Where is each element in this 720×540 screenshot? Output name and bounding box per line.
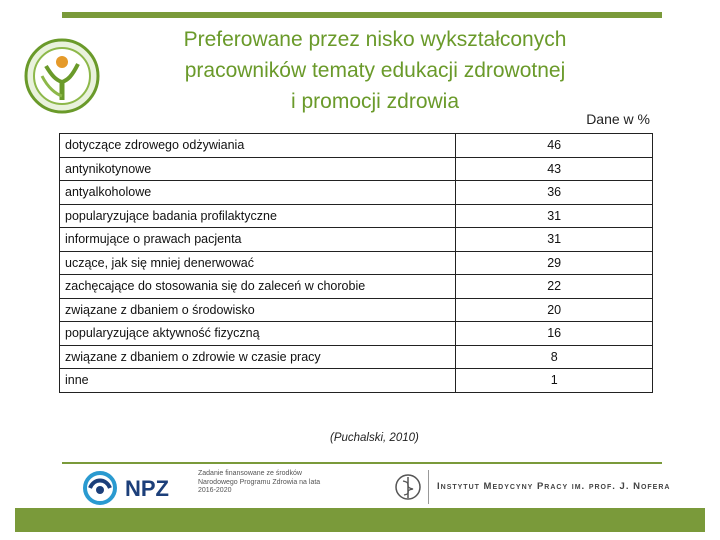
npz-label: NPZ	[125, 476, 169, 501]
table-row	[60, 345, 653, 369]
table-row	[60, 322, 653, 346]
row-value: 46	[456, 134, 653, 158]
title-line-3: i promocji zdrowia	[290, 90, 460, 113]
row-value: 16	[456, 322, 653, 346]
row-label: zachęcające do stosowania się do zaleceń w chorobie	[60, 275, 456, 299]
title-line-1: Preferowane przez nisko wykształconych	[183, 28, 567, 51]
footer-divider	[62, 462, 662, 464]
row-label: uczące, jak się mniej denerwować	[60, 251, 456, 275]
row-label: dotyczące zdrowego odżywiania	[60, 134, 456, 158]
row-value: 1	[456, 369, 653, 393]
row-label: związane z dbaniem o zdrowie w czasie pracy	[60, 345, 456, 369]
row-label: inne	[60, 369, 456, 393]
table-row	[60, 369, 653, 393]
row-label: antynikotynowe	[60, 157, 456, 181]
table-row	[60, 134, 653, 158]
row-value: 22	[456, 275, 653, 299]
row-label: popularyzujące badania profilaktyczne	[60, 204, 456, 228]
top-accent-bar	[62, 12, 662, 18]
row-value: 8	[456, 345, 653, 369]
row-value: 20	[456, 298, 653, 322]
unit-label: Dane w %	[586, 111, 650, 127]
funding-text: Zadanie finansowane ze środków Narodowego Programu Zdrowia na lata 2016-2020	[198, 470, 321, 494]
medical-emblem-icon	[395, 471, 421, 503]
row-value: 31	[456, 204, 653, 228]
topics-table	[59, 133, 653, 393]
table-row	[60, 204, 653, 228]
page-title	[105, 24, 645, 117]
table-row	[60, 251, 653, 275]
table-row	[60, 181, 653, 205]
row-label: informujące o prawach pacjenta	[60, 228, 456, 252]
institute-name: Instytut Medycyny Pracy im. prof. J. Nofera	[437, 481, 671, 492]
table-row	[60, 298, 653, 322]
row-label: związane z dbaniem o środowisko	[60, 298, 456, 322]
bottom-accent-bar	[15, 508, 705, 532]
row-value: 43	[456, 157, 653, 181]
table-row	[60, 275, 653, 299]
row-value: 36	[456, 181, 653, 205]
title-line-2: pracowników tematy edukacji zdrowotnej	[184, 59, 566, 82]
row-value: 31	[456, 228, 653, 252]
row-label: popularyzujące aktywność fizyczną	[60, 322, 456, 346]
row-value: 29	[456, 251, 653, 275]
health-logo-icon	[22, 36, 102, 116]
table-row	[60, 228, 653, 252]
source-citation: (Puchalski, 2010)	[330, 432, 419, 444]
row-label: antyalkoholowe	[60, 181, 456, 205]
footer-separator	[428, 470, 429, 504]
table-row	[60, 157, 653, 181]
